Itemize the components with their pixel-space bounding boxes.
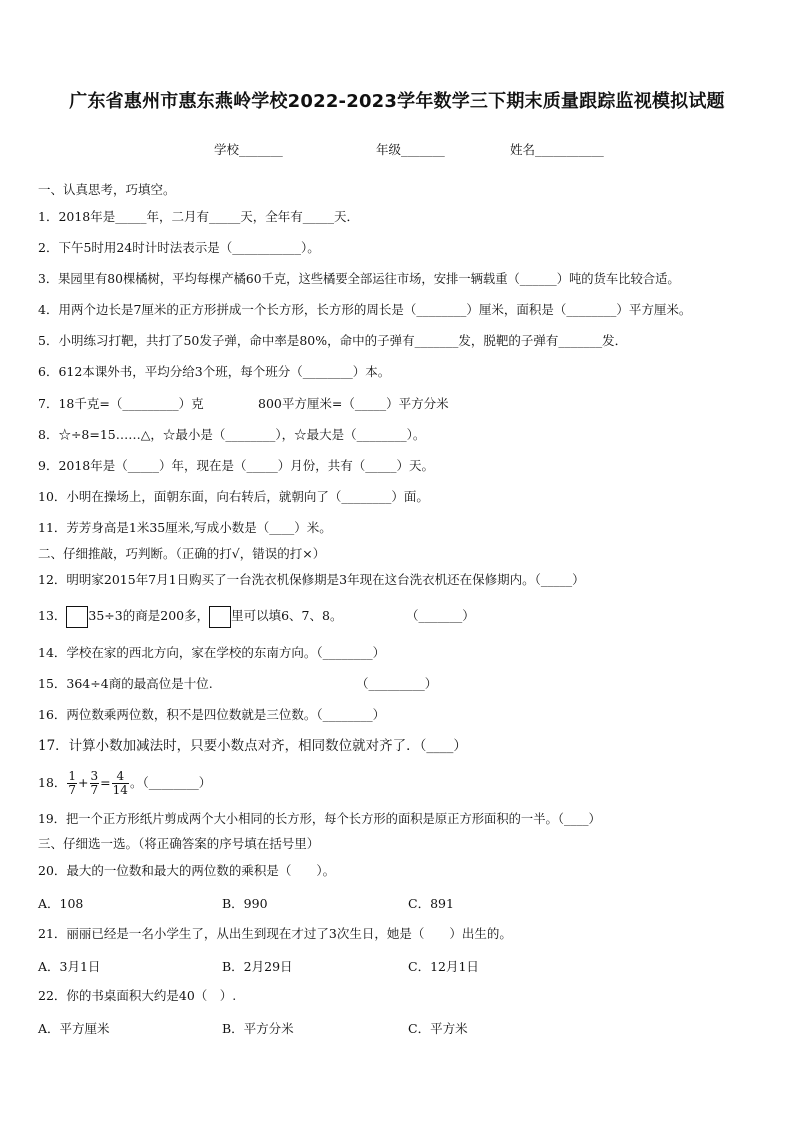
section-heading-judge: 二、仔细推敲，巧判断。（正确的打√，错误的打×） bbox=[38, 546, 326, 561]
question-13-end: 里可以填6、7、8。 bbox=[231, 608, 343, 623]
grade-field: 年级_______ bbox=[376, 142, 445, 157]
question-5: 5．小明练习打靶，共打了50发子弹，命中率是80%，命中的子弹有_______发，脱靶的子弹有_______发． bbox=[38, 333, 628, 348]
q22-option-c: C．平方米 bbox=[408, 1021, 468, 1036]
question-10: 10．小明在操场上，面朝东面，向右转后，就朝向了（________）面。 bbox=[38, 489, 429, 504]
fraction-1: $\frac{1}{7}$ bbox=[68, 769, 77, 797]
question-16: 16．两位数乘两位数，积不是四位数就是三位数。（________） bbox=[38, 707, 386, 722]
question-3: 3．果园里有80棵橘树，平均每棵产橘60千克，这些橘要全部运往市场，安排一辆载重（______）吨的货车比较合适。 bbox=[38, 272, 680, 286]
question-14: 14．学校在家的西北方向，家在学校的东南方向。（________） bbox=[38, 645, 386, 660]
q22-option-b: B．平方分米 bbox=[222, 1021, 294, 1036]
question-7b: 800平方厘米=（_____）平方分米 bbox=[258, 396, 449, 411]
equals-sign: = bbox=[100, 775, 111, 790]
question-1: 1．2018年是_____年，二月有_____天，全年有_____天． bbox=[38, 209, 360, 224]
question-12: 12．明明家2015年7月1日购买了一台洗衣机保修期是3年现在这台洗衣机还在保修期内。（_____） bbox=[38, 572, 585, 587]
blank-box bbox=[66, 606, 88, 628]
question-7a: 7．18千克=（_________）克 bbox=[38, 396, 204, 411]
fraction-2: $\frac{3}{7}$ bbox=[90, 769, 99, 797]
blank-box bbox=[209, 606, 231, 628]
question-18-number: 18． bbox=[38, 775, 67, 790]
question-20: 20．最大的一位数和最大的两位数的乘积是（ ）。 bbox=[38, 863, 336, 878]
question-22: 22．你的书桌面积大约是40（ ）. bbox=[38, 988, 237, 1003]
q20-option-a: A．108 bbox=[38, 896, 84, 911]
question-4: 4．用两个边长是7厘米的正方形拼成一个长方形，长方形的周长是（________）厘米，面积是（________）平方厘米。 bbox=[38, 302, 692, 317]
question-6: 6．612本课外书，平均分给3个班，每个班分（________）本。 bbox=[38, 364, 391, 379]
question-13 bbox=[38, 604, 342, 628]
question-18 bbox=[38, 763, 211, 803]
page-title: 广东省惠州市惠东燕岭学校2022-2023学年数学三下期末质量跟踪监视模拟试题 bbox=[69, 91, 725, 112]
q21-option-c: C．12月1日 bbox=[408, 959, 479, 974]
q21-option-a: A．3月1日 bbox=[38, 959, 101, 974]
school-field: 学校_______ bbox=[214, 142, 283, 157]
question-2: 2．下午5时用24时计时法表示是（___________）。 bbox=[38, 240, 320, 255]
question-21: 21．丽丽已经是一名小学生了，从出生到现在才过了3次生日，她是（ ）出生的。 bbox=[38, 926, 512, 941]
plus-sign: + bbox=[78, 775, 89, 790]
question-15-answer: （_________） bbox=[356, 676, 438, 691]
section-heading-fill-in: 一、认真思考，巧填空。 bbox=[38, 182, 176, 197]
question-17: 17．计算小数加减法时，只要小数点对齐，相同数位就对齐了．（____） bbox=[38, 738, 467, 754]
question-13-answer: （_______） bbox=[406, 608, 475, 623]
fraction-3: $\frac{4}{14}$ bbox=[112, 769, 128, 797]
question-13-text: 35÷3的商是200多， bbox=[88, 608, 210, 623]
section-heading-choose: 三、仔细选一选。（将正确答案的序号填在括号里） bbox=[38, 836, 320, 851]
question-8: 8．☆÷8=15……△，☆最小是（________），☆最大是（________）。 bbox=[38, 427, 426, 442]
q21-option-b: B．2月29日 bbox=[222, 959, 293, 974]
q22-option-a: A．平方厘米 bbox=[38, 1021, 110, 1036]
question-13-number: 13． bbox=[38, 608, 67, 623]
q20-option-c: C．891 bbox=[408, 896, 454, 911]
q20-option-b: B．990 bbox=[222, 896, 268, 911]
question-15: 15．364÷4商的最高位是十位. bbox=[38, 676, 213, 691]
question-9: 9．2018年是（_____）年，现在是（_____）月份，共有（_____）天。 bbox=[38, 458, 435, 473]
name-field: 姓名___________ bbox=[510, 142, 604, 157]
question-11: 11．芳芳身高是1米35厘米,写成小数是（____）米。 bbox=[38, 520, 332, 535]
question-18-answer: 。（________） bbox=[129, 775, 212, 790]
question-19: 19．把一个正方形纸片剪成两个大小相同的长方形，每个长方形的面积是原正方形面积的一半。（____） bbox=[38, 812, 601, 826]
